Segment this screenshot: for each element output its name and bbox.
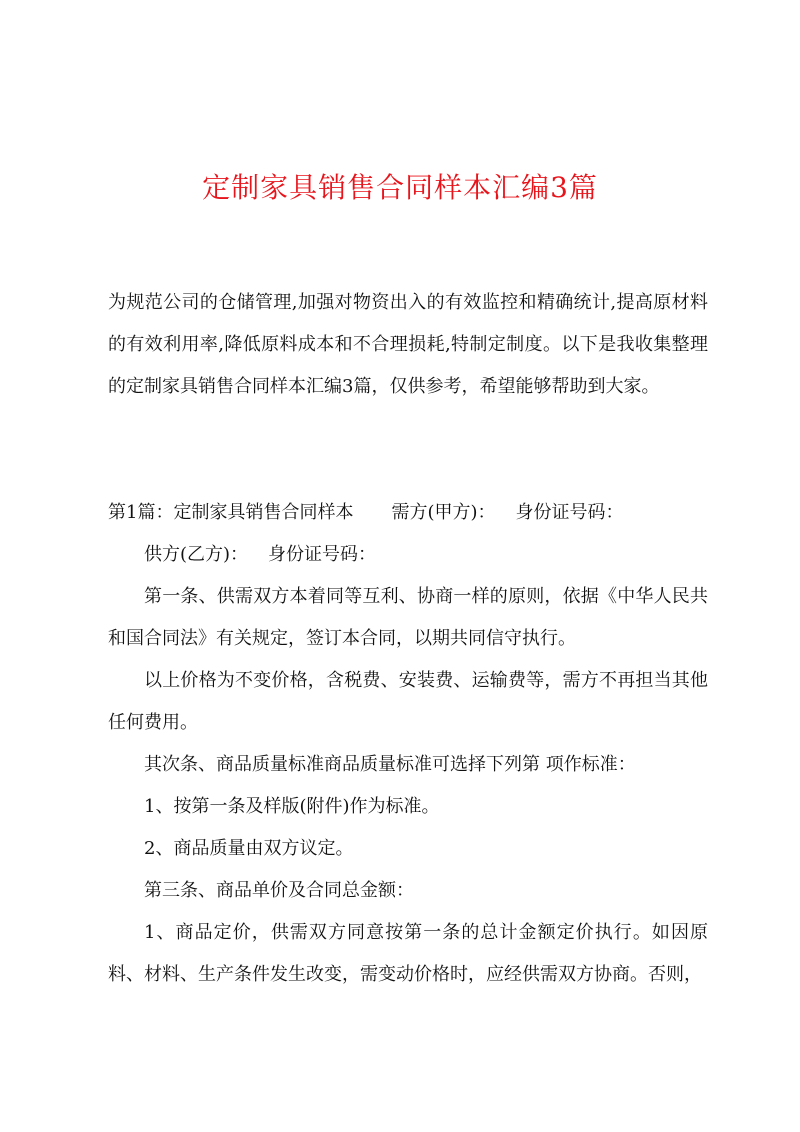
buyer-label: 需方(甲方)： bbox=[391, 502, 496, 523]
buyer-id-label: 身份证号码： bbox=[515, 502, 624, 523]
section-heading-line bbox=[108, 492, 708, 534]
seller-line bbox=[108, 534, 708, 576]
seller-id-label: 身份证号码： bbox=[268, 544, 377, 565]
section-heading: 第1篇：定制家具销售合同样本 bbox=[108, 502, 354, 523]
intro-paragraph: 为规范公司的仓储管理,加强对物资出入的有效监控和精确统计,提高原材料的有效利用率,降低原料成本和不合理损耗,特制定制度。以下是我收集整理的定制家具销售合同样本汇编3篇，仅供参考，希望能够帮助到大家。 bbox=[108, 292, 708, 397]
article-2-paragraph: 其次条、商品质量标准商品质量标准可选择下列第 项作标准： bbox=[144, 754, 636, 775]
quality-item-1: 1、按第一条及样版(附件)作为标准。 bbox=[144, 796, 440, 817]
contract-body bbox=[108, 492, 708, 996]
quality-item-2: 2、商品质量由双方议定。 bbox=[144, 838, 354, 859]
price-note-paragraph: 以上价格为不变价格，含税费、安装费、运输费等，需方不再担当其他任何费用。 bbox=[108, 670, 708, 733]
article-1-paragraph: 第一条、供需双方本着同等互利、协商一样的原则，依据《中华人民共和国合同法》有关规定，签订本合同，以期共同信守执行。 bbox=[108, 586, 708, 649]
pricing-item-1: 1、商品定价，供需双方同意按第一条的总计金额定价执行。如因原料、材料、生产条件发生改变，需变动价格时，应经供需双方协商。否则， bbox=[108, 922, 708, 985]
article-3-paragraph: 第三条、商品单价及合同总金额： bbox=[144, 880, 414, 901]
seller-label: 供方(乙方)： bbox=[144, 544, 249, 565]
document-title: 定制家具销售合同样本汇编3篇 bbox=[202, 171, 598, 204]
